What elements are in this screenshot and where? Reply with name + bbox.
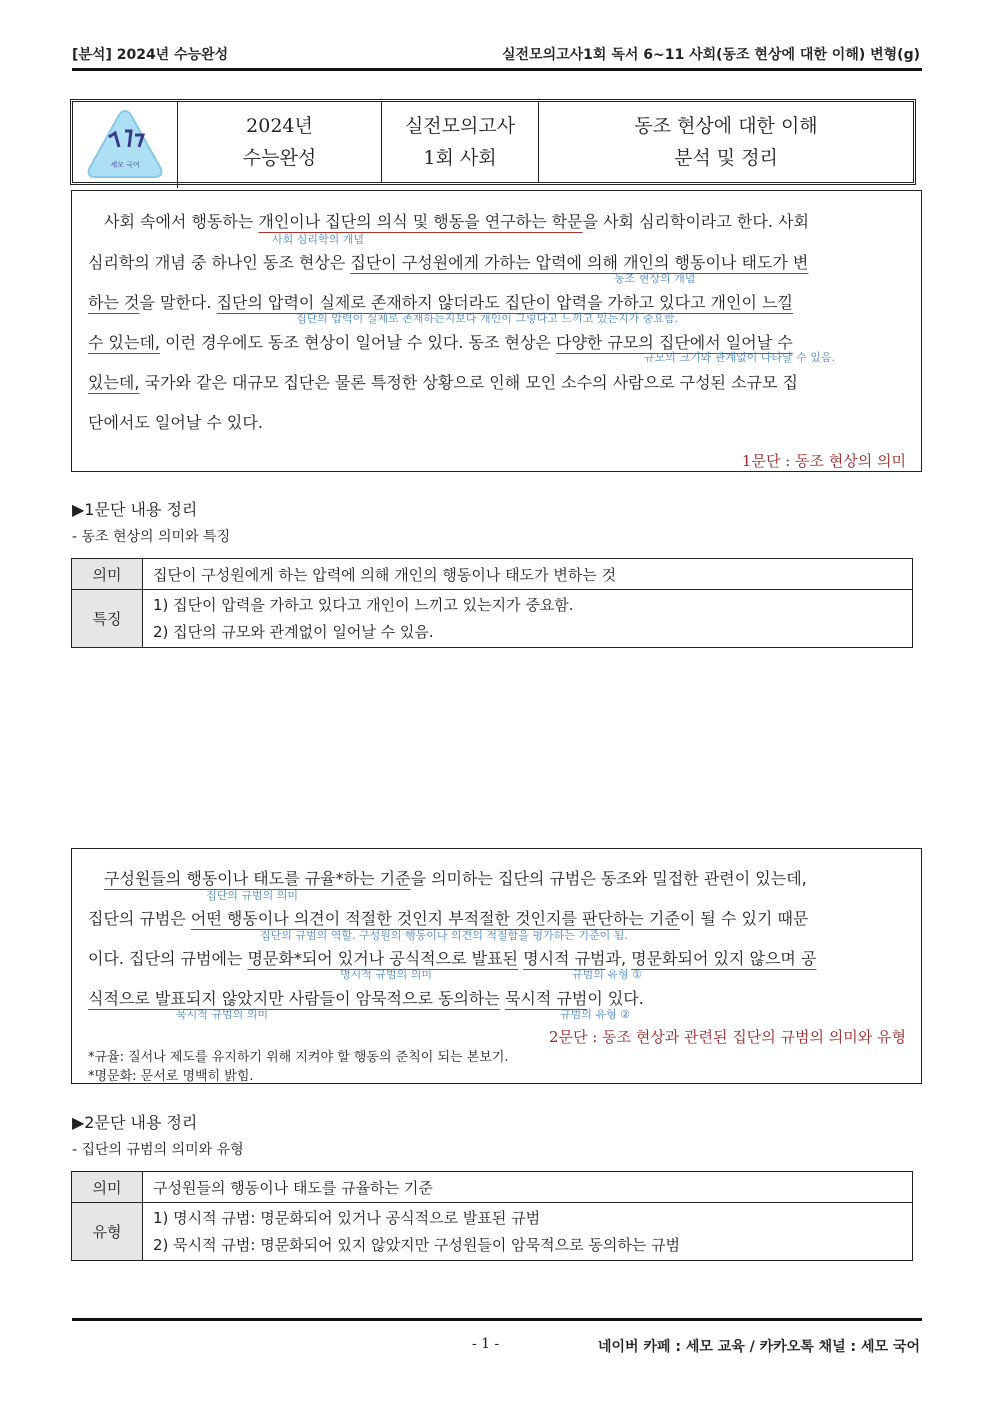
section-2-table	[71, 1171, 913, 1261]
table-key: 의미	[72, 559, 143, 590]
p2-summary: 2문단 : 동조 현상과 관련된 집단의 규범의 의미와 유형	[548, 1028, 906, 1046]
p2-note3: 명시적 규범의 의미	[340, 968, 433, 981]
p1-note1: 사회 심리학의 개념	[272, 233, 365, 246]
p1-line6: 단에서도 일어날 수 있다.	[88, 413, 263, 432]
title-year-line2: 수능완성	[242, 147, 317, 169]
p1-summary: 1문단 : 동조 현상의 의미	[741, 452, 906, 470]
section-1-subheading: - 동조 현상의 의미와 특징	[72, 529, 231, 545]
footer-rule	[72, 1318, 922, 1321]
table-key: 특징	[72, 590, 143, 648]
p1-note3: 집단의 압력이 실제로 존재하는지보다 개인이 그렇다고 느끼고 있는지가 중요함.	[296, 312, 679, 325]
p2-note4: 규범의 유형 ①	[572, 968, 642, 981]
p2-line3: 이다. 집단의 규범에는 명문화*되어 있거나 공식적으로 발표된 명시적 규범과, 명문화되어 있지 않으며 공	[88, 949, 817, 968]
p2-note5: 묵시적 규범의 의미	[176, 1008, 269, 1021]
table-value	[143, 1203, 913, 1261]
p2-line2: 집단의 규범은 어떤 행동이나 의견이 적절한 것인지 부적절한 것인지를 판단하는 기준이 될 수 있기 때문	[88, 909, 809, 928]
logo	[73, 102, 178, 188]
header-right: 실전모의고사1회 독서 6~11 사회(동조 현상에 대한 이해) 변형(g)	[502, 47, 920, 63]
p1-line5: 있는데, 국가와 같은 대규모 집단은 물론 특정한 상황으로 인해 모인 소수의 사람으로 구성된 소규모 집	[88, 373, 799, 392]
p1-note4: 규모의 크기와 관계없이 나타날 수 있음.	[644, 351, 835, 364]
list-item: 1) 집단이 압력을 가하고 있다고 개인이 느끼고 있는지가 중요함.	[153, 595, 574, 614]
p1-note2: 동조 현상의 개념	[614, 272, 696, 285]
section-2-subheading: - 집단의 규범의 의미와 유형	[72, 1142, 244, 1158]
p2-note2: 집단의 규범의 역할. 구성원의 행동이나 의견의 적절함을 평가하는 기준이 됨.	[260, 929, 628, 942]
footnote-2: *명문화: 문서로 명백히 밝힘.	[88, 1069, 254, 1084]
title-topic-line2: 분석 및 정리	[674, 147, 778, 169]
p1-line4: 수 있는데, 이런 경우에도 동조 현상이 일어날 수 있다. 동조 현상은 다양한 규모의 집단에서 일어날 수	[88, 333, 793, 352]
p2-line1: 구성원들의 행동이나 태도를 규율*하는 기준을 의미하는 집단의 규범은 동조와 밀접한 관련이 있는데,	[104, 869, 807, 888]
table-value: 집단이 구성원에게 하는 압력에 의해 개인의 행동이나 태도가 변하는 것	[143, 559, 913, 590]
table-row	[72, 559, 913, 590]
table-row	[72, 590, 913, 648]
list-item: 2) 묵시적 규범: 명문화되어 있지 않았지만 구성원들이 암묵적으로 동의하는 규범	[153, 1235, 681, 1254]
section-2-heading: ▶2문단 내용 정리	[72, 1113, 198, 1132]
table-value: 구성원들의 행동이나 태도를 규율하는 기준	[143, 1172, 913, 1203]
table-key: 의미	[72, 1172, 143, 1203]
footnote-1: *규율: 질서나 제도를 유지하기 위해 지켜야 할 행동의 준칙이 되는 본보기.	[88, 1050, 509, 1065]
svg-text:세모 국어: 세모 국어	[110, 161, 140, 169]
title-year	[178, 102, 382, 182]
page-number: - 1 -	[472, 1336, 500, 1352]
logo-triangle-icon	[85, 107, 165, 183]
table-row	[72, 1172, 913, 1203]
table-key: 유형	[72, 1203, 143, 1261]
header-left: [분석] 2024년 수능완성	[72, 47, 229, 63]
title-exam-line2: 1회 사회	[423, 147, 497, 169]
p1-line3: 하는 것을 말한다. 집단의 압력이 실제로 존재하지 않더라도 집단이 압력을 가하고 있다고 개인이 느낄	[88, 293, 793, 312]
footer-info: 네이버 카페 : 세모 교육 / 카카오톡 채널 : 세모 국어	[597, 1339, 920, 1355]
p2-note1: 집단의 규범의 의미	[206, 889, 299, 902]
p2-note6: 규범의 유형 ②	[560, 1008, 630, 1021]
title-topic-line1: 동조 현상에 대한 이해	[634, 115, 818, 137]
list-item: 1) 명시적 규범: 명문화되어 있거나 공식적으로 발표된 규범	[153, 1208, 541, 1227]
title-topic	[539, 102, 913, 182]
title-year-line1: 2024년	[246, 115, 313, 137]
p2-line4: 식적으로 발표되지 않았지만 사람들이 암묵적으로 동의하는 묵시적 규범이 있다.	[88, 989, 644, 1008]
title-exam-line1: 실전모의고사	[404, 115, 516, 137]
section-1-table	[71, 558, 913, 648]
table-value	[143, 590, 913, 648]
header-rule	[72, 68, 922, 71]
title-exam	[382, 102, 539, 182]
section-1-heading: ▶1문단 내용 정리	[72, 500, 198, 519]
p1-line2: 심리학의 개념 중 하나인 동조 현상은 집단이 구성원에게 가하는 압력에 의해 개인의 행동이나 태도가 변	[88, 253, 809, 272]
title-box	[70, 99, 916, 185]
table-row	[72, 1203, 913, 1261]
list-item: 2) 집단의 규모와 관계없이 일어날 수 있음.	[153, 622, 434, 641]
p1-line1: 사회 속에서 행동하는 개인이나 집단의 의식 및 행동을 연구하는 학문을 사회 심리학이라고 한다. 사회	[104, 212, 809, 231]
